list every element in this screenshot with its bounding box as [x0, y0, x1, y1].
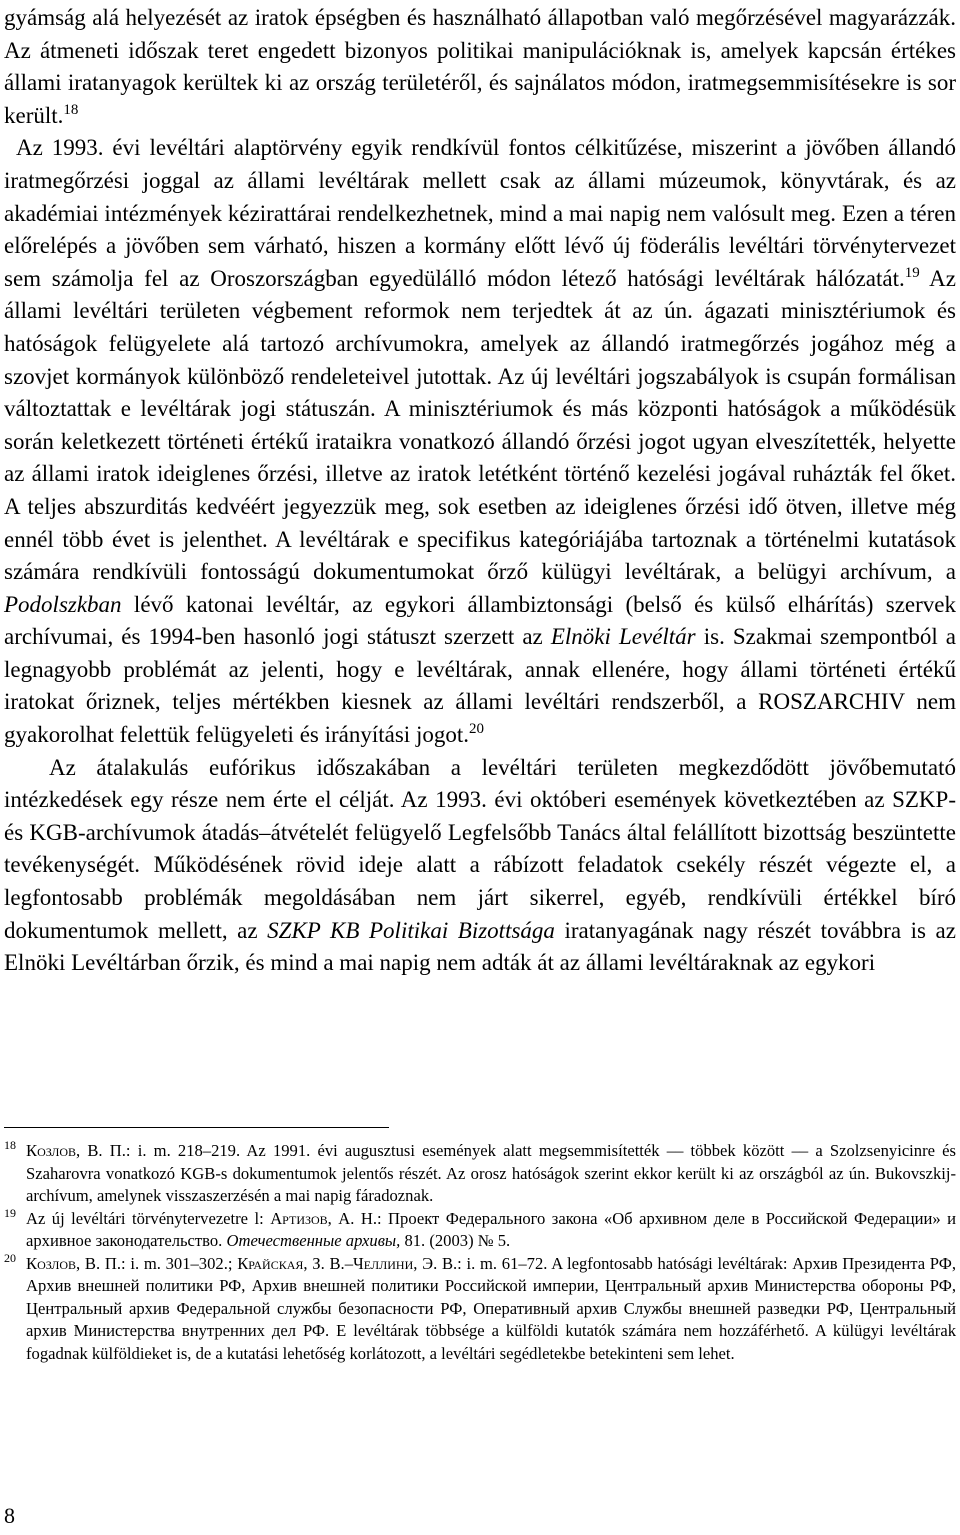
footnote-separator [4, 1127, 389, 1128]
footnote-author: Козлов, В. П. [26, 1253, 121, 1273]
body-text [4, 0, 956, 980]
footnote-journal: Отечественные архивы, [226, 1231, 401, 1250]
paragraph-2: Az 1993. évi levéltári alaptörvény egyik rendkívül fontos célkitűzése, miszerint a jövőben állandó iratmegőrzési joggal az állami levéltárak mellett csak az állami múzeumok, könyvtárak, és az akadémiai intézmények kézirattárai rendelkezhetnek, mind a mai napig nem valósult meg. Ezen a téren előrelépés a jövőben sem várható, hiszen a kormány előtt lévő új föderális levéltári törvénytervezet sem számolja fel az Oroszországban egyedülálló módon létező hatósági levéltárak hálózatát.$^{19}$ Az állami levéltári területen végbement reformok nem terjedtek át az ún. ágazati minisztériumok és hatóságok felügyelete alá tartozó archívumokra, amelyek az állandó iratmegőrzés jogához még a szovjet kormányok különböző rendeleteivel jutottak. Az új levéltári jogszabályok is csupán formálisan változtattak e levéltárak jogi státuszán. A minisztériumok és más központi hatóságok a működésük során keletkezett történeti értékű irataikra vonatkozó állandó őrzési jogot ugyan elveszítették, helyette az állami iratok ideiglenes őrzési, illetve az iratok letétként történő kezelési jogával ruházták fel őket. A teljes abszurditás kedvéért jegyezzük meg, sok esetben az ideiglenes őrzési idő ötven, illetve még ennél több évet is jelenthet. A levéltárak e specifikus kategóriájába tartoznak a történelmi kutatások számára rendkívüli fontosságú dokumentumokat őrző külügyi levéltárak, a belügyi archívum, a Podolszkban lévő katonai levéltár, az egykori állambiztonsági (belső és külső elhárítás) szervek archívumai, és 1994-ben hasonló jogi státuszt szerzett az Elnöki Levéltár is. Szakmai szempontból a legnagyobb problémát az jelenti, hogy e levéltárak, annak ellenére, hogy állami történeti értékű iratokat őriznek, teljes mértékben kiesnek az állami levéltári rendszerből, a ROSZARCHIV nem gyakorolhat felettük felügyeleti és irányítási jogot.$^{20}$ [4, 135, 957, 748]
footnote-author: Козлов, В. П. [26, 1141, 126, 1160]
italic-archive-name: Elnöki Levéltár [550, 624, 696, 650]
footnote-18: 18 Козлов, В. П.: i. m. 218–219. Az 1991. évi augusztusi események alatt megsemmisítették –– többek között –– a Szolzsenyicinre és Szaharovra vonatkozó KGB-s dokumentumok jelentős részét. Az orosz hatóságok szerint ekkor került ki az országból az ún. Bukovszkij-archívum, amelynek visszaszerzésén a mai napig fáradoznak. [4, 1140, 956, 1208]
footnote-author: Артизов, А. Н. [270, 1208, 377, 1228]
footnote-20: 20 Козлов, В. П.: i. m. 301–302.; Крайская, З. В.–Челлини, Э. В.: i. m. 61–72. A legfontosabb hatósági levéltárak: Архив Президента РФ, Архив внешней политики РФ, Архив внешней политики Российской империи, Центральный архив Министерства обороны РФ, Центральный архив Федеральной службы безопасности РФ, Оперативный архив Службы внешней разведки РФ, Центральный архив Министерства внутренних дел РФ. E levéltárak többsége a külföldi kutatók számára nem hozzáférhető. A külügyi levéltárak fogadnak külföldieket is, de a kutatási lehetőség korlátozott, a levéltári segédletekbe betekinteni sem lehet. [4, 1253, 956, 1366]
footnote-number: 19 [4, 1205, 16, 1220]
footnote-ref-20[interactable]: 20 [468, 721, 484, 738]
paragraph-1: gyámság alá helyezését az iratok épségben és használható állapotban való megőrzésével magyarázzák. Az átmeneti időszak teret engedett bizonyos politikai manipulációknak is, amelyek kapcsán értékes állami iratanyagok kerültek ki az ország területéről, és sajnálatos módon, iratmegsemmisítésekre is sor került.$^{18}$ [4, 5, 956, 128]
footnote-author: Крайская, З. В. [237, 1253, 345, 1273]
footnote-number: 20 [4, 1250, 16, 1265]
footnote-number: 18 [4, 1138, 16, 1152]
page-number: 8 [4, 1503, 15, 1528]
footnote-ref-18[interactable]: 18 [63, 101, 79, 118]
footnotes [4, 1140, 956, 1365]
footnote-ref-19[interactable]: 19 [904, 264, 920, 281]
footnote-author: Челлини, Э. В. [353, 1253, 458, 1273]
footnote-19: 19 Az új levéltári törvénytervezetre l: Артизов, А. Н.: Проект Федерального закона «Об архивном деле в Российской Федерации» и архивное законодательство. Отечественные архивы, 81. (2003) № 5. [4, 1208, 956, 1253]
paragraph-3: Az átalakulás eufórikus időszakában a levéltári területen megkezdődött jövőbemutató intézkedések egy része nem érte el célját. Az 1993. évi októberi események következtében az SZKP- és KGB-archívumok átadás–átvételét felügyelő Legfelsőbb Tanács által felállított bizottság beszüntette tevékenységét. Működésének rövid ideje alatt a rábízott feladatok csekély részét végezte el, a legfontosabb problémák megoldásában nem járt sikerrel, egyéb, rendkívüli értékkel bíró dokumentumok mellett, az SZKP KB Politikai Bizottsága iratanyagának nagy részét továbbra is az Elnöki Levéltárban őrzik, és mind a mai napig nem adták át az állami levéltáraknak az egykori [4, 754, 956, 976]
italic-organ-name: SZKP KB Politikai Bizottsága [267, 917, 555, 943]
document-page [4, 0, 957, 1528]
italic-place-name: Podolszkban [4, 591, 122, 617]
